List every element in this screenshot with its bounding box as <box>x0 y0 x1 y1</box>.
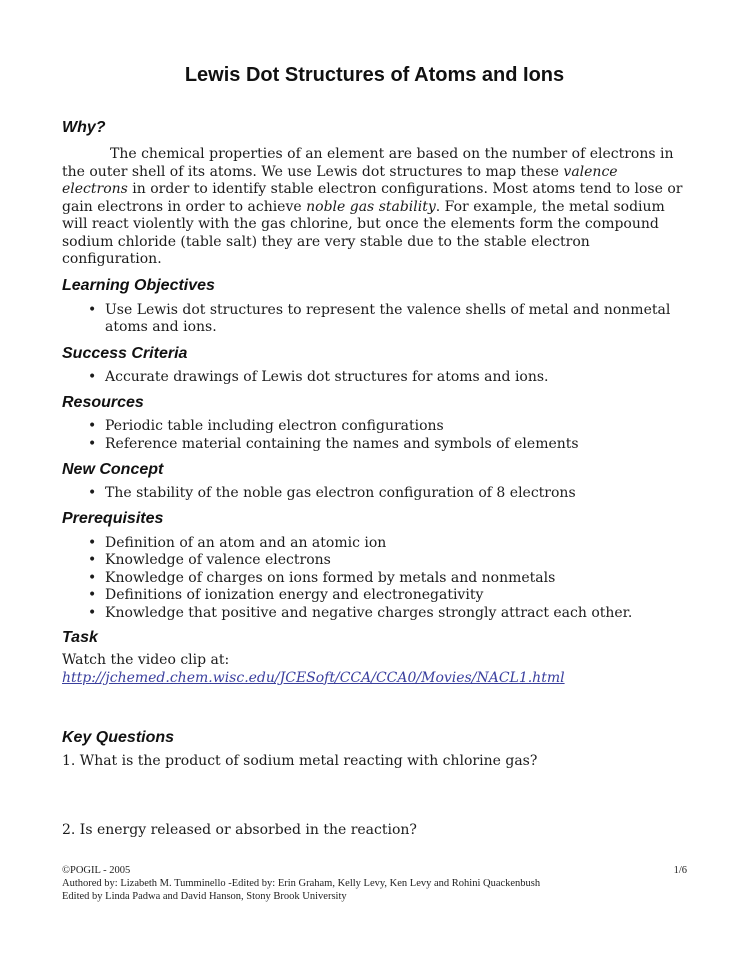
list-item: • Definitions of ionization energy and electronegativity <box>88 587 687 605</box>
why-paragraph-italic-valence-electrons: valence electrons <box>62 163 618 197</box>
new-concept-list <box>62 485 687 503</box>
page-footer <box>62 864 687 903</box>
learning-objectives-list <box>62 302 687 337</box>
footer-page-number: 1/6 <box>673 865 687 876</box>
section-heading-new-concept: New Concept <box>62 461 164 478</box>
why-paragraph <box>62 146 687 269</box>
footer-row <box>62 864 687 877</box>
key-question-1: 1. What is the product of sodium metal reacting with chlorine gas? <box>62 753 538 769</box>
list-item: • Periodic table including electron configurations <box>88 418 687 436</box>
section-heading-resources: Resources <box>62 394 144 411</box>
list-item: • Use Lewis dot structures to represent the valence shells of metal and nonmetal atoms and ions. <box>88 302 687 337</box>
list-item: • The stability of the noble gas electron configuration of 8 electrons <box>88 485 687 503</box>
list-item: • Definition of an atom and an atomic ion <box>88 535 687 553</box>
prerequisites-list <box>62 535 687 623</box>
section-heading-why: Why? <box>62 119 106 136</box>
video-link[interactable]: http://jchemed.chem.wisc.edu/JCESoft/CCA/CCA0/Movies/NACL1.html <box>62 669 565 686</box>
task-intro-text: Watch the video clip at: <box>62 652 230 668</box>
why-paragraph-italic-noble-gas-stability: noble gas stability <box>306 198 436 215</box>
list-item: • Accurate drawings of Lewis dot structures for atoms and ions. <box>88 369 687 387</box>
page-title: Lewis Dot Structures of Atoms and Ions <box>184 64 565 86</box>
footer-editors: Edited by Linda Padwa and David Hanson, Stony Brook University <box>62 891 347 902</box>
why-paragraph-part: . For example, the metal sodium will react violently with the gas chlorine, but once the elements form the compound sodium chloride (table salt) they are very stable due to the stable electron configuration. <box>62 198 665 267</box>
section-heading-success-criteria: Success Criteria <box>62 344 188 362</box>
list-item: • Knowledge that positive and negative charges strongly attract each other. <box>88 605 687 623</box>
why-paragraph-part: The chemical properties of an element are based on the number of electrons in the outer shell of its atoms. We use Lewis dot structures to map these <box>62 146 674 180</box>
section-heading-learning-objectives: Learning Objectives <box>62 276 215 294</box>
list-item: • Knowledge of valence electrons <box>88 552 687 570</box>
section-heading-key-questions: Key Questions <box>62 729 175 746</box>
list-item: • Reference material containing the names and symbols of elements <box>88 436 687 454</box>
resources-list <box>62 418 687 453</box>
list-item: • Knowledge of charges on ions formed by metals and nonmetals <box>88 570 687 588</box>
success-criteria-list <box>62 369 687 387</box>
task-link-line <box>62 670 687 688</box>
footer-copyright: ©POGIL - 2005 <box>62 865 131 876</box>
section-heading-prerequisites: Prerequisites <box>62 509 164 527</box>
key-question-2: 2. Is energy released or absorbed in the reaction? <box>62 821 417 838</box>
footer-authors: Authored by: Lizabeth M. Tumminello -Edited by: Erin Graham, Kelly Levy, Ken Levy and Rohini Quackenbush <box>62 878 541 889</box>
section-heading-task: Task <box>62 629 98 646</box>
why-paragraph-part: in order to identify stable electron configurations. Most atoms tend to lose or gain electrons in order to achieve <box>62 181 683 215</box>
